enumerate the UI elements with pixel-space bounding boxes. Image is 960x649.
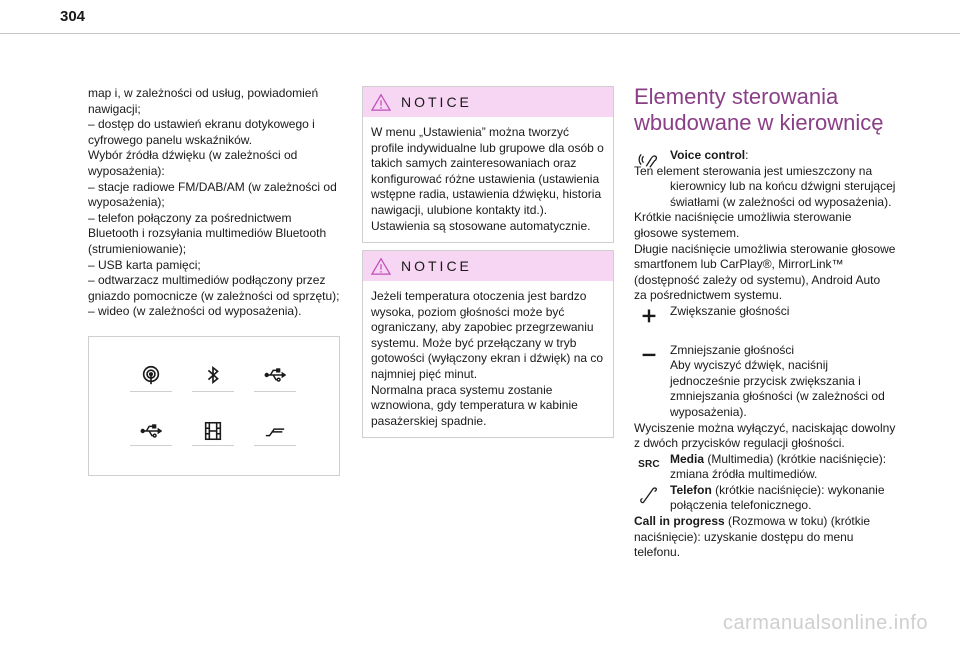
src-button-icon (634, 454, 664, 476)
paragraph: – dostęp do ustawień ekranu dotykowego i cyfrowego panelu wskaźników. (88, 117, 315, 147)
usb-icon (131, 415, 171, 447)
section-title: Elementy sterowania wbudowane w kierownicę (634, 84, 884, 135)
paragraph: map i, w zależności od usług, powiadomień nawigacji; (88, 86, 319, 116)
bluetooth-icon (193, 359, 233, 391)
notice-text: Jeżeli temperatura otoczenia jest bardzo wysoka, poziom głośności może być ograniczany, aby zapobiec przegrzewaniu systemu. Może być przełączany w tryb gotowości (wyłączony ekran i dźwięk) na co najmniej pięć minut. (371, 289, 604, 381)
icon-underline (254, 391, 296, 392)
voice-control-colon: : (745, 148, 749, 162)
radio-icon (131, 359, 171, 391)
notice-box-temperature (362, 250, 614, 438)
voice-control-text: Krótkie naciśnięcie umożliwia sterowanie głosowe systemem. (634, 210, 852, 240)
call-text: (Rozmowa w toku) (krótkie naciśnięcie): uzyskanie dostępu do menu telefonu. (634, 514, 871, 560)
volume-up-text: Zwiększanie głośności (670, 303, 790, 318)
phone-label: Telefon (670, 482, 712, 497)
warning-icon (371, 257, 391, 275)
notice-text: W menu „Ustawienia” można tworzyć profile indywidualne lub grupowe dla osób o takich samych zainteresowaniach oraz konfigurować różne ustawienia (ustawienia wstępne radia, ustawienia dźwięku, historia nawigacji, ulubione kontakty itd.). Ustawienia są stosowane automatycznie. (371, 125, 604, 233)
voice-control-icon (634, 148, 664, 170)
notice-title: NOTICE (401, 258, 472, 274)
voice-control-text: Długie naciśnięcie umożliwia sterowanie głosowe smartfonem lub CarPlay®, MirrorLink™ (dostępność zależy od systemu), Android Auto za pośrednictwem systemu. (634, 241, 896, 303)
voice-control-label: Voice control (670, 148, 746, 162)
usb-icon (255, 359, 295, 391)
media-text: (Multimedia) (krótkie naciśnięcie): zmiana źródła multimediów. (670, 451, 887, 482)
icon-underline (254, 445, 296, 446)
notice-text: Normalna praca systemu zostanie wznowiona, gdy temperatura w kabinie pasażerskiej spadnie. (371, 382, 578, 428)
media-entry (634, 452, 896, 483)
phone-text: (krótkie naciśnięcie): wykonanie połączenia telefonicznego. (670, 482, 885, 513)
notice-body (363, 117, 613, 242)
icon-underline (192, 445, 234, 446)
left-column-text (88, 86, 342, 320)
paragraph: – odtwarzacz multimediów podłączony przez gniazdo pomocnicze (w zależności od sprzętu); (88, 273, 340, 303)
notice-header (363, 251, 613, 281)
volume-down-label: Zmniejszanie głośności (670, 342, 795, 357)
minus-icon (634, 343, 664, 365)
paragraph: – telefon połączony za pośrednictwem Bluetooth i rozsyłania multimediów Bluetooth (strumieniowanie); (88, 210, 327, 256)
plus-icon (634, 304, 664, 326)
src-label: SRC (638, 458, 660, 470)
notice-box-settings (362, 86, 614, 243)
phone-icon (634, 483, 664, 505)
icon-underline (130, 445, 172, 446)
warning-icon (371, 93, 391, 111)
page-number: 304 (60, 8, 86, 25)
paragraph: – stacje radiowe FM/DAB/AM (w zależności od wyposażenia); (88, 179, 337, 210)
media-sources-icon-panel (88, 336, 340, 476)
notice-header (363, 87, 613, 117)
media-label: Media (670, 451, 705, 466)
notice-body (363, 281, 613, 437)
volume-down-text: Aby wyciszyć dźwięk, naciśnij jednocześnie przycisk zwiększania i zmniejszania głośności (w zależności od wyposażenia). (670, 358, 885, 419)
voice-control-entry (634, 148, 896, 304)
volume-down-text: Wyciszenie można wyłączyć, naciskając dowolny z dwóch przycisków regulacji głośności. (634, 420, 896, 451)
paragraph: – wideo (w zależności od wyposażenia). (88, 304, 302, 319)
paragraph: – USB karta pamięci; (88, 257, 201, 272)
right-column (634, 84, 896, 561)
call-in-progress-entry (634, 514, 896, 561)
aux-icon (255, 415, 295, 447)
notice-title: NOTICE (401, 94, 472, 110)
volume-up-entry (634, 304, 896, 320)
header-divider (0, 33, 960, 34)
call-label: Call in progress (634, 514, 725, 529)
phone-entry (634, 483, 896, 514)
paragraph: Wybór źródła dźwięku (w zależności od wyposażenia): (88, 148, 298, 178)
watermark: carmanualsonline.info (722, 612, 928, 634)
video-icon (193, 415, 233, 447)
icon-underline (130, 391, 172, 392)
icon-underline (192, 391, 234, 392)
volume-down-entry (634, 343, 896, 452)
voice-control-text: Ten element sterowania jest umieszczony na kierownicy lub na końcu dźwigni sterującej światłami (w zależności od wyposażenia). (634, 163, 896, 209)
